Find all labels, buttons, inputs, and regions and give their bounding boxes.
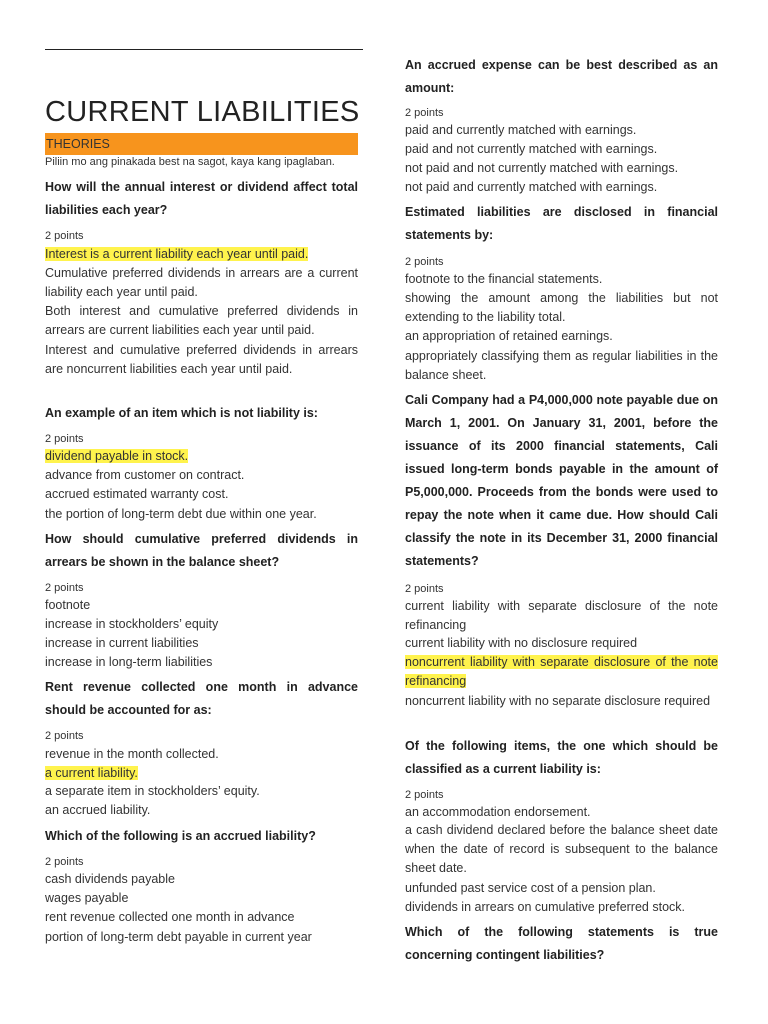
question-7-points: 2 points xyxy=(405,256,444,268)
question-8-option-2[interactable]: current liability with no disclosure required xyxy=(405,636,638,650)
top-divider xyxy=(45,49,363,50)
question-6-points: 2 points xyxy=(405,107,444,119)
question-9-option-4[interactable]: dividends in arrears on cumulative preferred stock. xyxy=(405,900,685,914)
question-6-option-3[interactable]: not paid and not currently matched with earnings. xyxy=(405,161,679,175)
question-9-option-3[interactable]: unfunded past service cost of a pension plan. xyxy=(405,881,656,895)
question-9-text: Of the following items, the one which should be classified as a current liability is: xyxy=(405,739,718,776)
answer-highlight: dividend payable in stock. xyxy=(45,449,189,463)
question-4-option-4[interactable]: an accrued liability. xyxy=(45,803,151,817)
question-7-option-4[interactable]: appropriately classifying them as regular liabilities in the balance sheet. xyxy=(405,349,718,382)
section-label-bar: THEORIES xyxy=(45,133,358,155)
question-6-option-4[interactable]: not paid and currently matched with earnings. xyxy=(405,180,658,194)
question-6-text: An accrued expense can be best described as an amount: xyxy=(405,58,718,95)
question-1-option-1[interactable] xyxy=(45,245,358,264)
answer-highlight: a current liability. xyxy=(45,766,138,780)
question-7-option-3[interactable]: an appropriation of retained earnings. xyxy=(405,329,613,343)
question-7-option-1[interactable]: footnote to the financial statements. xyxy=(405,272,603,286)
question-3-option-1[interactable]: footnote xyxy=(45,598,91,612)
question-4-option-2[interactable] xyxy=(45,764,358,783)
question-8-option-4[interactable]: noncurrent liability with no separate disclosure required xyxy=(405,694,711,708)
question-2-option-4[interactable]: the portion of long-term debt due within one year. xyxy=(45,507,317,521)
question-6-option-1[interactable]: paid and currently matched with earnings. xyxy=(405,123,637,137)
question-4-option-3[interactable]: a separate item in stockholders’ equity. xyxy=(45,784,260,798)
question-4-text: Rent revenue collected one month in advance should be accounted for as: xyxy=(45,680,358,717)
question-5-points: 2 points xyxy=(45,856,84,868)
question-8-text: Cali Company had a P4,000,000 note payable due on March 1, 2001. On January 31, 2001, before the issuance of its 2000 financial statements, Cali issued long-term bonds payable in the amount of P5,000,000. Proceeds from the bonds were used to repay the note when it came due. How should Cali classify the note in its December 31, 2000 financial statements? xyxy=(405,393,718,568)
question-4-option-1[interactable]: revenue in the month collected. xyxy=(45,747,219,761)
question-1-text: How will the annual interest or dividend affect total liabilities each year? xyxy=(45,180,358,217)
question-3-option-4[interactable]: increase in long-term liabilities xyxy=(45,655,213,669)
question-4-points: 2 points xyxy=(45,730,84,742)
question-6-option-2[interactable]: paid and not currently matched with earnings. xyxy=(405,142,658,156)
question-5-option-2[interactable]: wages payable xyxy=(45,891,129,905)
question-1-points: 2 points xyxy=(45,230,84,242)
question-8-points: 2 points xyxy=(405,583,444,595)
question-7-option-2[interactable]: showing the amount among the liabilities but not extending to the liability total. xyxy=(405,291,718,324)
question-10-text: Which of the following statements is true concerning contingent liabilities? xyxy=(405,925,718,962)
question-9-points: 2 points xyxy=(405,789,444,801)
question-3-text: How should cumulative preferred dividends in arrears be shown in the balance sheet? xyxy=(45,532,358,569)
question-5-option-4[interactable]: portion of long-term debt payable in current year xyxy=(45,930,312,944)
question-2-option-2[interactable]: advance from customer on contract. xyxy=(45,468,245,482)
question-3-option-2[interactable]: increase in stockholders’ equity xyxy=(45,617,219,631)
question-2-text: An example of an item which is not liability is: xyxy=(45,406,318,420)
question-7-text: Estimated liabilities are disclosed in financial statements by: xyxy=(405,205,718,242)
question-2-points: 2 points xyxy=(45,433,84,445)
question-5-option-1[interactable]: cash dividends payable xyxy=(45,872,175,886)
question-1-option-2[interactable]: Cumulative preferred dividends in arrears are a current liability each year until paid. xyxy=(45,266,358,299)
answer-highlight: Interest is a current liability each year until paid. xyxy=(45,247,309,261)
question-3-points: 2 points xyxy=(45,582,84,594)
question-2-option-3[interactable]: accrued estimated warranty cost. xyxy=(45,487,229,501)
page-title: CURRENT LIABILITIES xyxy=(45,96,360,128)
question-2-option-1[interactable] xyxy=(45,447,358,466)
question-8-option-3[interactable] xyxy=(405,653,718,691)
answer-highlight: noncurrent liability with separate disclosure of the note refinancing xyxy=(405,655,718,688)
question-9-option-1[interactable]: an accommodation endorsement. xyxy=(405,805,591,819)
question-5-text: Which of the following is an accrued liability? xyxy=(45,829,316,843)
question-3-option-3[interactable]: increase in current liabilities xyxy=(45,636,199,650)
instruction-text: Piliin mo ang pinakada best na sagot, kaya kang ipaglaban. xyxy=(45,156,335,168)
question-5-option-3[interactable]: rent revenue collected one month in advance xyxy=(45,910,295,924)
question-9-option-2[interactable]: a cash dividend declared before the balance sheet date when the date of record is subsequent to the balance sheet date. xyxy=(405,823,718,875)
question-1-option-4[interactable]: Interest and cumulative preferred dividends in arrears are noncurrent liabilities each year until paid. xyxy=(45,343,358,376)
question-8-option-1[interactable]: current liability with separate disclosure of the note refinancing xyxy=(405,599,718,632)
question-1-option-3[interactable]: Both interest and cumulative preferred dividends in arrears are current liabilities each year until paid. xyxy=(45,304,358,337)
